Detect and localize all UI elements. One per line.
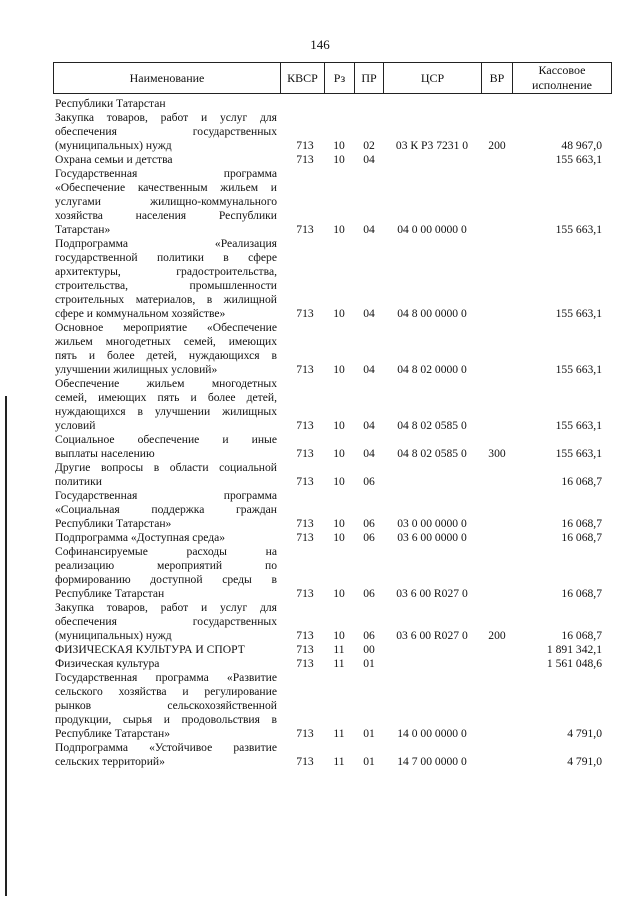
cell-rz: 11	[333, 755, 345, 768]
row-name-line: выплаты населению	[55, 447, 155, 460]
cell-kvsr: 713	[296, 139, 314, 152]
row-name-line: улучшении жилищных условий»	[55, 363, 218, 376]
row-name-line: Подпрограмма «Доступная среда»	[55, 531, 226, 544]
row-name-line: услугами жилищно-коммунального	[55, 195, 277, 208]
cell-rz: 10	[333, 517, 345, 530]
cell-csr: 03 0 00 0000 0	[397, 517, 467, 530]
row-name-line: продукции, сырья и продовольствия в	[55, 713, 277, 726]
cell-amount: 4 791,0	[567, 727, 602, 740]
row-name-line: Республики Татарстан»	[55, 517, 172, 530]
cell-kvsr: 713	[296, 475, 314, 488]
row-name-line: Закупка товаров, работ и услуг для	[55, 111, 277, 124]
cell-amount: 4 791,0	[567, 755, 602, 768]
row-name	[55, 153, 277, 167]
cell-csr: 04 8 02 0585 0	[397, 419, 467, 432]
cell-kvsr: 713	[296, 657, 314, 670]
table-row	[0, 657, 640, 671]
cell-amount: 1 561 048,6	[546, 657, 602, 670]
row-name-line: обеспечения государственных	[55, 125, 277, 138]
cell-pr: 06	[363, 531, 375, 544]
cell-rz: 10	[333, 153, 345, 166]
row-name-line: ФИЗИЧЕСКАЯ КУЛЬТУРА И СПОРТ	[55, 643, 245, 656]
cell-csr: 03 6 00 R027 0	[396, 587, 468, 600]
row-name-line: сельского хозяйства и регулирование	[55, 685, 277, 698]
header-name: Наименование	[129, 70, 205, 85]
cell-amount: 16 068,7	[561, 629, 602, 642]
row-name-line: архитектуры, градостроительства,	[55, 265, 277, 278]
col-border-right	[611, 62, 612, 94]
row-name-line: Социальное обеспечение и иные	[55, 433, 277, 446]
row-name-line: Государственная программа «Развитие	[55, 671, 277, 684]
row-name-line: «Обеспечение качественным жильем и	[55, 181, 277, 194]
cell-amount: 155 663,1	[555, 363, 602, 376]
header-cash-line2: исполнение	[532, 78, 592, 92]
cell-amount: 155 663,1	[555, 153, 602, 166]
row-name-line: строительства, промышленности	[55, 279, 277, 292]
row-name	[55, 671, 277, 741]
row-name-line: Другие вопросы в области социальной	[55, 461, 277, 474]
table-row	[0, 671, 640, 741]
row-name-line: рынков сельскохозяйственной	[55, 699, 277, 712]
row-name	[55, 741, 277, 769]
cell-rz: 10	[333, 223, 345, 236]
header-vr: ВР	[489, 70, 505, 85]
row-name-line: строительных материалов, в жилищной	[55, 293, 277, 306]
row-name	[55, 97, 277, 111]
cell-kvsr: 713	[296, 307, 314, 320]
header-cash-execution	[513, 63, 611, 93]
cell-pr: 06	[363, 517, 375, 530]
cell-csr: 04 8 00 0000 0	[397, 307, 467, 320]
table-row	[0, 377, 640, 433]
row-name-line: реализацию мероприятий по	[55, 559, 277, 572]
header-bottom-border	[53, 93, 612, 94]
row-name-line: Обеспечение жильем многодетных	[55, 377, 277, 390]
cell-pr: 01	[363, 657, 375, 670]
cell-rz: 10	[333, 629, 345, 642]
row-name-line: сфере и коммунальном хозяйстве»	[55, 307, 226, 320]
table-row	[0, 321, 640, 377]
row-name-line: Физическая культура	[55, 657, 160, 670]
cell-amount: 48 967,0	[561, 139, 602, 152]
cell-amount: 16 068,7	[561, 531, 602, 544]
row-name	[55, 643, 277, 657]
row-name-line: Подпрограмма «Устойчивое развитие	[55, 741, 277, 754]
cell-rz: 10	[333, 447, 345, 460]
cell-amount: 16 068,7	[561, 587, 602, 600]
cell-rz: 10	[333, 419, 345, 432]
cell-vr: 200	[488, 139, 506, 152]
row-name-line: Софинансируемые расходы на	[55, 545, 277, 558]
table-row	[0, 741, 640, 769]
cell-kvsr: 713	[296, 755, 314, 768]
cell-amount: 155 663,1	[555, 307, 602, 320]
row-name	[55, 601, 277, 643]
cell-pr: 04	[363, 363, 375, 376]
cell-amount: 16 068,7	[561, 517, 602, 530]
row-name-line: Государственная программа	[55, 489, 277, 502]
row-name	[55, 545, 277, 601]
cell-pr: 01	[363, 755, 375, 768]
cell-csr: 04 0 00 0000 0	[397, 223, 467, 236]
row-name-line: Охрана семьи и детства	[55, 153, 173, 166]
table-row	[0, 153, 640, 167]
cell-kvsr: 713	[296, 531, 314, 544]
cell-pr: 04	[363, 153, 375, 166]
row-name-line: пять и более детей, нуждающихся в	[55, 349, 277, 362]
cell-pr: 06	[363, 475, 375, 488]
row-name-line: политики	[55, 475, 102, 488]
row-name-line: Подпрограмма «Реализация	[55, 237, 277, 250]
cell-kvsr: 713	[296, 629, 314, 642]
row-name-line: Республике Татарстан»	[55, 727, 171, 740]
cell-csr: 04 8 02 0585 0	[397, 447, 467, 460]
header-cash-line1: Кассовое	[538, 63, 586, 77]
cell-kvsr: 713	[296, 447, 314, 460]
cell-rz: 10	[333, 587, 345, 600]
cell-amount: 155 663,1	[555, 419, 602, 432]
cell-csr: 03 6 00 0000 0	[397, 531, 467, 544]
table-row	[0, 545, 640, 601]
cell-kvsr: 713	[296, 643, 314, 656]
cell-rz: 11	[333, 657, 345, 670]
row-name-line: Государственная программа	[55, 167, 277, 180]
row-name-line: формированию доступной среды в	[55, 573, 277, 586]
cell-amount: 155 663,1	[555, 447, 602, 460]
header-csr: ЦСР	[420, 70, 445, 85]
table-row	[0, 237, 640, 321]
table-row	[0, 97, 640, 111]
cell-pr: 04	[363, 419, 375, 432]
cell-rz: 10	[333, 475, 345, 488]
cell-vr: 300	[488, 447, 506, 460]
cell-kvsr: 713	[296, 587, 314, 600]
row-name	[55, 321, 277, 377]
row-name	[55, 489, 277, 531]
page-number: 146	[310, 37, 330, 52]
table-row	[0, 531, 640, 545]
cell-amount: 16 068,7	[561, 475, 602, 488]
row-name-line: «Социальная поддержка граждан	[55, 503, 277, 516]
table-row	[0, 461, 640, 489]
row-name	[55, 433, 277, 461]
row-name-line: условий	[55, 419, 96, 432]
cell-pr: 04	[363, 307, 375, 320]
row-name	[55, 111, 277, 153]
cell-rz: 11	[333, 643, 345, 656]
header-kvsr: КВСР	[287, 70, 318, 85]
cell-csr: 14 7 00 0000 0	[397, 755, 467, 768]
cell-csr: 04 8 02 0000 0	[397, 363, 467, 376]
row-name-line: Закупка товаров, работ и услуг для	[55, 601, 277, 614]
cell-pr: 02	[363, 139, 375, 152]
row-name	[55, 167, 277, 237]
table-row	[0, 489, 640, 531]
cell-csr: 03 6 00 R027 0	[396, 629, 468, 642]
cell-kvsr: 713	[296, 363, 314, 376]
cell-kvsr: 713	[296, 153, 314, 166]
row-name	[55, 377, 277, 433]
row-name-line: Республики Татарстан	[55, 97, 166, 110]
row-name-line: жильем многодетных семей, имеющих	[55, 335, 277, 348]
table-row	[0, 601, 640, 643]
header-rz: Рз	[333, 70, 346, 85]
cell-rz: 10	[333, 531, 345, 544]
row-name-line: Республике Татарстан	[55, 587, 165, 600]
cell-rz: 10	[333, 307, 345, 320]
cell-pr: 00	[363, 643, 375, 656]
cell-kvsr: 713	[296, 727, 314, 740]
header-pr: ПР	[361, 70, 377, 85]
cell-rz: 10	[333, 139, 345, 152]
table-row	[0, 167, 640, 237]
row-name-line: Татарстан»	[55, 223, 111, 236]
cell-pr: 04	[363, 223, 375, 236]
cell-pr: 01	[363, 727, 375, 740]
cell-amount: 1 891 342,1	[546, 643, 602, 656]
cell-kvsr: 713	[296, 223, 314, 236]
row-name-line: хозяйства населения Республики	[55, 209, 277, 222]
cell-pr: 06	[363, 587, 375, 600]
row-name-line: нуждающихся в улучшении жилищных	[55, 405, 277, 418]
table-row	[0, 111, 640, 153]
cell-csr: 14 0 00 0000 0	[397, 727, 467, 740]
cell-vr: 200	[488, 629, 506, 642]
row-name	[55, 237, 277, 321]
cell-amount: 155 663,1	[555, 223, 602, 236]
row-name	[55, 531, 277, 545]
row-name-line: (муниципальных) нужд	[55, 629, 172, 642]
left-margin-rule	[5, 396, 7, 896]
cell-rz: 11	[333, 727, 345, 740]
row-name-line: Основное мероприятие «Обеспечение	[55, 321, 277, 334]
cell-pr: 04	[363, 447, 375, 460]
row-name-line: сельских территорий»	[55, 755, 165, 768]
row-name-line: (муниципальных) нужд	[55, 139, 172, 152]
cell-pr: 06	[363, 629, 375, 642]
cell-kvsr: 713	[296, 517, 314, 530]
table-row	[0, 643, 640, 657]
cell-kvsr: 713	[296, 419, 314, 432]
row-name-line: обеспечения государственных	[55, 615, 277, 628]
row-name-line: семей, имеющих пять и более детей,	[55, 391, 277, 404]
row-name	[55, 657, 277, 671]
cell-rz: 10	[333, 363, 345, 376]
table-row	[0, 433, 640, 461]
cell-csr: 03 К Р3 7231 0	[395, 139, 469, 152]
row-name-line: государственной политики в сфере	[55, 251, 277, 264]
row-name	[55, 461, 277, 489]
